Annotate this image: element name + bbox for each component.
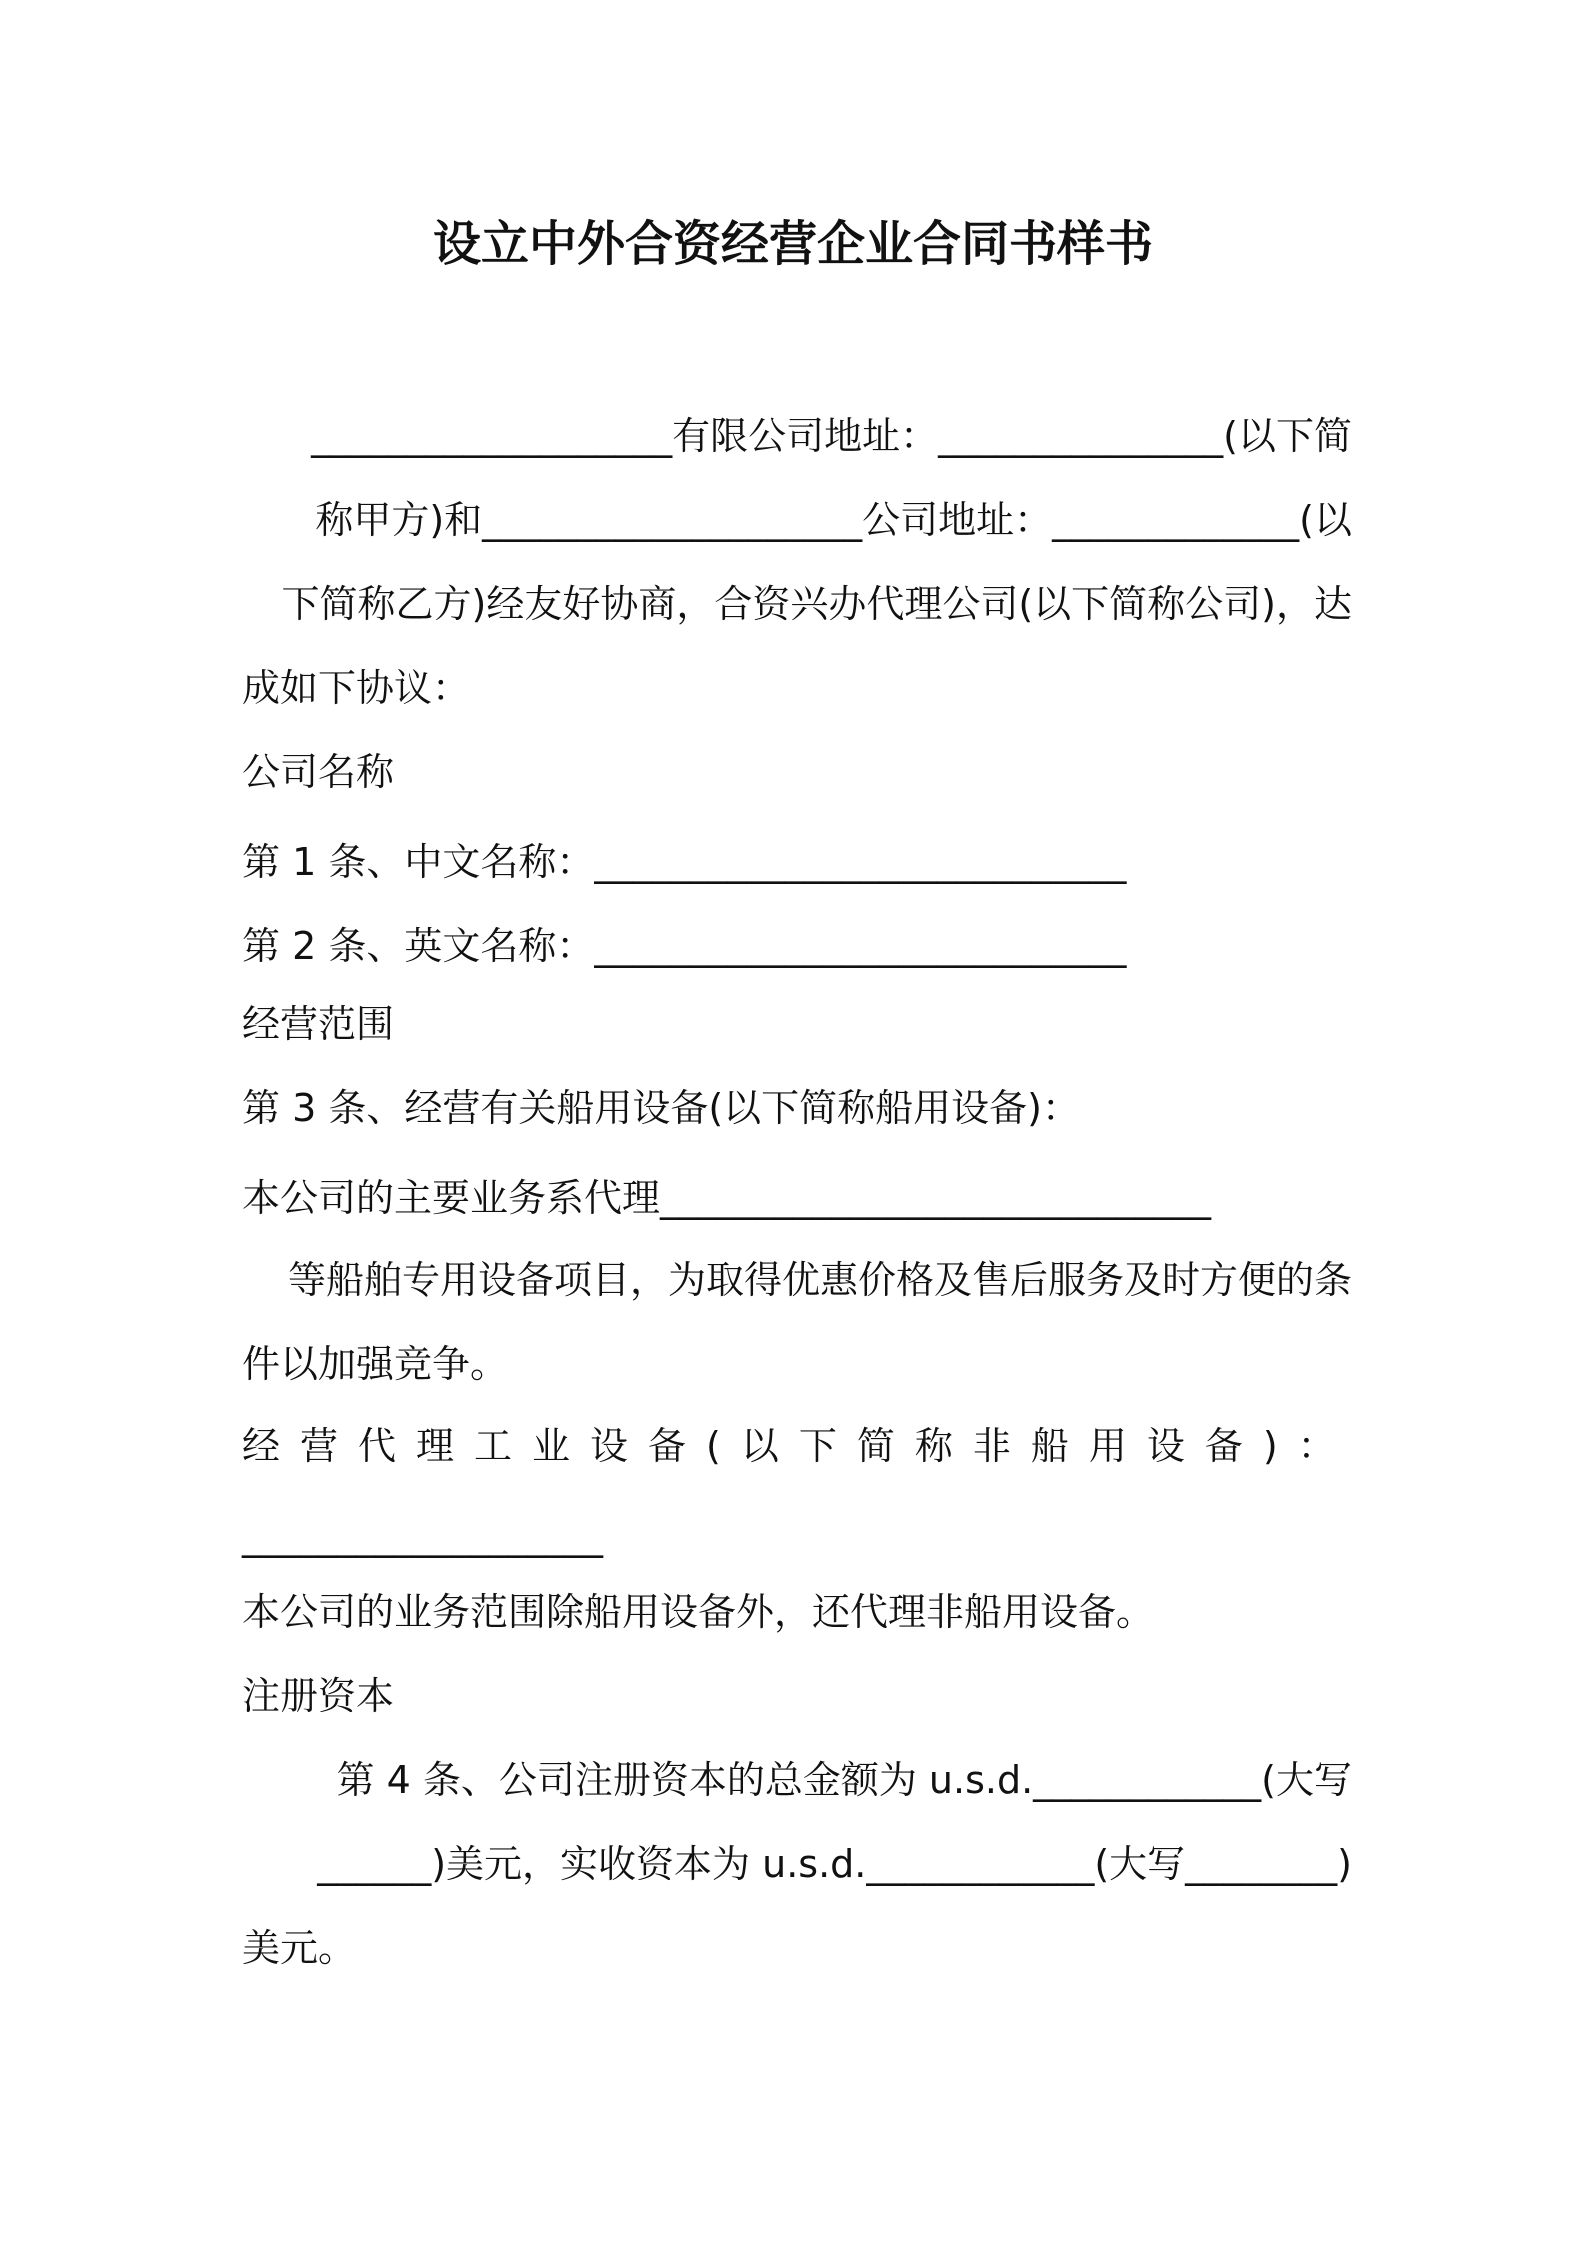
section-heading-company-name: 公司名称 <box>242 750 395 794</box>
negotiation-line: 下简称乙方)经友好协商，合资兴办代理公司(以下简称公司)，达 <box>281 582 1352 626</box>
paid-in-capital-line: ______)美元，实收资本为 u.s.d.____________(大写________) <box>317 1842 1352 1886</box>
agreement-line: 成如下协议： <box>242 666 471 710</box>
industrial-equipment-blank: ___________________ <box>242 1514 603 1558</box>
currency-line: 美元。 <box>242 1926 357 1970</box>
competition-line: 件以加强竞争。 <box>242 1342 509 1386</box>
document-title: 设立中外合资经营企业合同书样书 <box>432 216 1153 272</box>
section-heading-registered-capital: 注册资本 <box>242 1674 395 1718</box>
industrial-equipment-line: 经营代理工业设备(以下简称非船用设备)： <box>242 1424 1356 1468</box>
article-2-english-name: 第 2 条、英文名称：____________________________ <box>242 924 1127 968</box>
section-heading-business-scope: 经营范围 <box>242 1002 395 1046</box>
equipment-items-line: 等船舶专用设备项目，为取得优惠价格及售后服务及时方便的条 <box>287 1258 1352 1302</box>
article-3-marine-equipment: 第 3 条、经营有关船用设备(以下简称船用设备)： <box>242 1086 1080 1130</box>
party-b-line: 称甲方)和____________________公司地址：_____________(以 <box>315 498 1352 542</box>
article-4-registered-capital: 第 4 条、公司注册资本的总金额为 u.s.d.____________(大写 <box>336 1758 1352 1802</box>
business-scope-line: 本公司的业务范围除船用设备外，还代理非船用设备。 <box>242 1590 1155 1634</box>
party-a-line: ___________________有限公司地址：_______________(以下简 <box>311 414 1352 458</box>
main-business-line: 本公司的主要业务系代理_____________________________ <box>242 1176 1212 1220</box>
article-1-chinese-name: 第 1 条、中文名称：____________________________ <box>242 840 1127 884</box>
